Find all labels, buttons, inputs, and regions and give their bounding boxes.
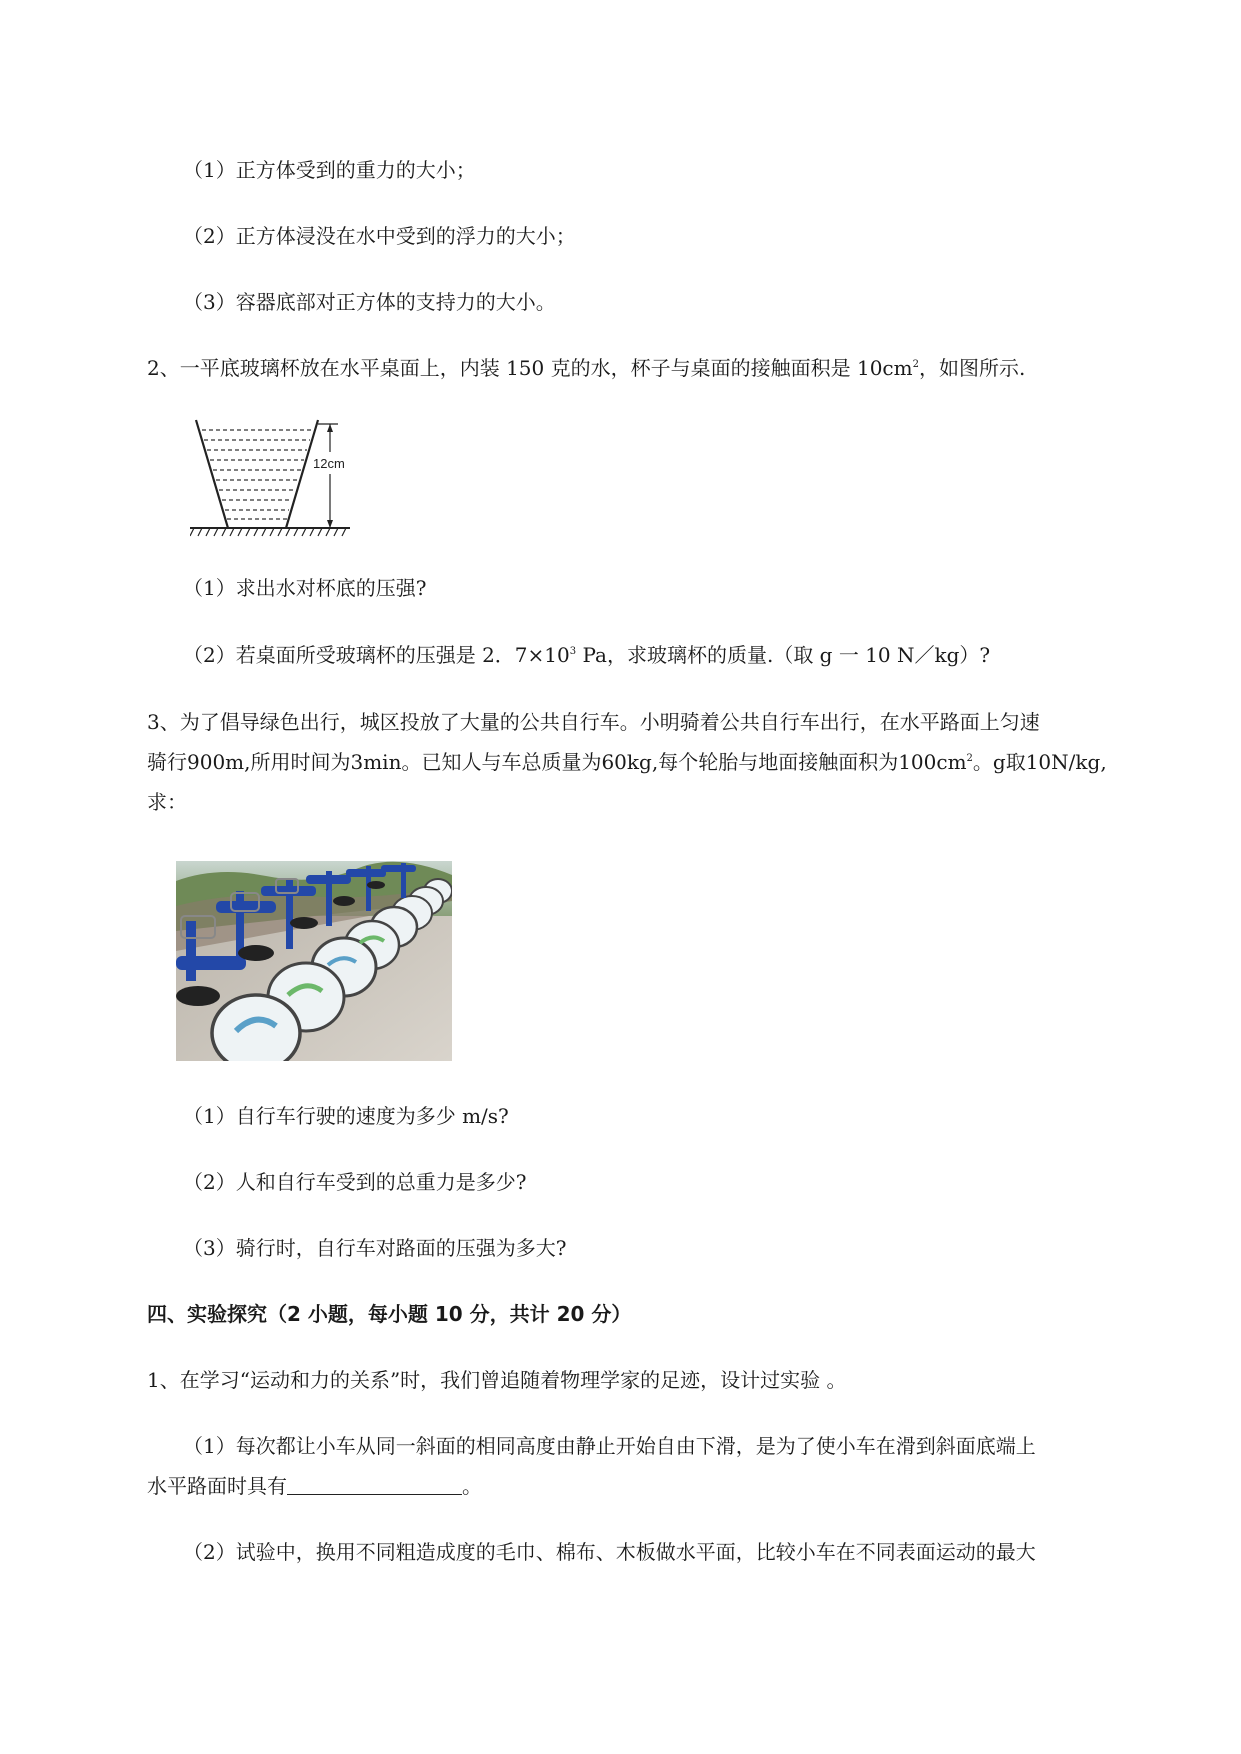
q3-stem-line2: 骑行900m,所用时间为3min。已知人与车总质量为60kg,每个轮胎与地面接触面积为$100cm^2$。g取10N/kg, bbox=[147, 750, 1107, 774]
q1-sub1: （1）正方体受到的重力的大小； bbox=[183, 158, 476, 182]
answer-blank[interactable] bbox=[287, 1474, 462, 1495]
s4-q1-sub1-line2: 水平路面时具有 。 bbox=[147, 1474, 482, 1498]
glass-cup-figure bbox=[190, 412, 370, 541]
q2-sub1: （1）求出水对杯底的压强? bbox=[183, 576, 427, 600]
bicycles-photo bbox=[176, 861, 452, 1065]
q3-sub2: （2）人和自行车受到的总重力是多少? bbox=[183, 1170, 527, 1194]
q1-sub2: （2）正方体浸没在水中受到的浮力的大小； bbox=[183, 224, 576, 248]
q2-stem: 2、一平底玻璃杯放在水平桌面上，内装 150 克的水，杯子与桌面的接触面积是 $10cm^2$，如图所示. bbox=[147, 356, 1026, 380]
q2-sub2: （2）若桌面所受玻璃杯的压强是 2．$7\times 10^3$ Pa，求玻璃杯的质量.（取 g 一 10 N／kg）? bbox=[183, 643, 991, 667]
q1-sub3: （3）容器底部对正方体的支持力的大小。 bbox=[183, 290, 556, 314]
height-label: 12cm bbox=[313, 456, 345, 471]
s4-q1-sub1-line1: （1）每次都让小车从同一斜面的相同高度由静止开始自由下滑，是为了使小车在滑到斜面底端上 bbox=[183, 1434, 1036, 1458]
q3-sub3: （3）骑行时，自行车对路面的压强为多大? bbox=[183, 1236, 567, 1260]
q3-stem-line1: 3、为了倡导绿色出行，城区投放了大量的公共自行车。小明骑着公共自行车出行，在水平路面上匀速 bbox=[147, 710, 1040, 734]
q3-sub1: （1）自行车行驶的速度为多少 m/s? bbox=[183, 1104, 509, 1128]
s4-q1-sub2: （2）试验中，换用不同粗造成度的毛巾、棉布、木板做水平面，比较小车在不同表面运动的最大 bbox=[183, 1540, 1036, 1564]
s4-q1-stem: 1、在学习“运动和力的关系”时，我们曾追随着物理学家的足迹，设计过实验 。 bbox=[147, 1368, 847, 1392]
section-heading: 四、实验探究（2 小题，每小题 10 分，共计 20 分） bbox=[147, 1302, 632, 1326]
q3-stem-line3: 求： bbox=[147, 790, 187, 814]
